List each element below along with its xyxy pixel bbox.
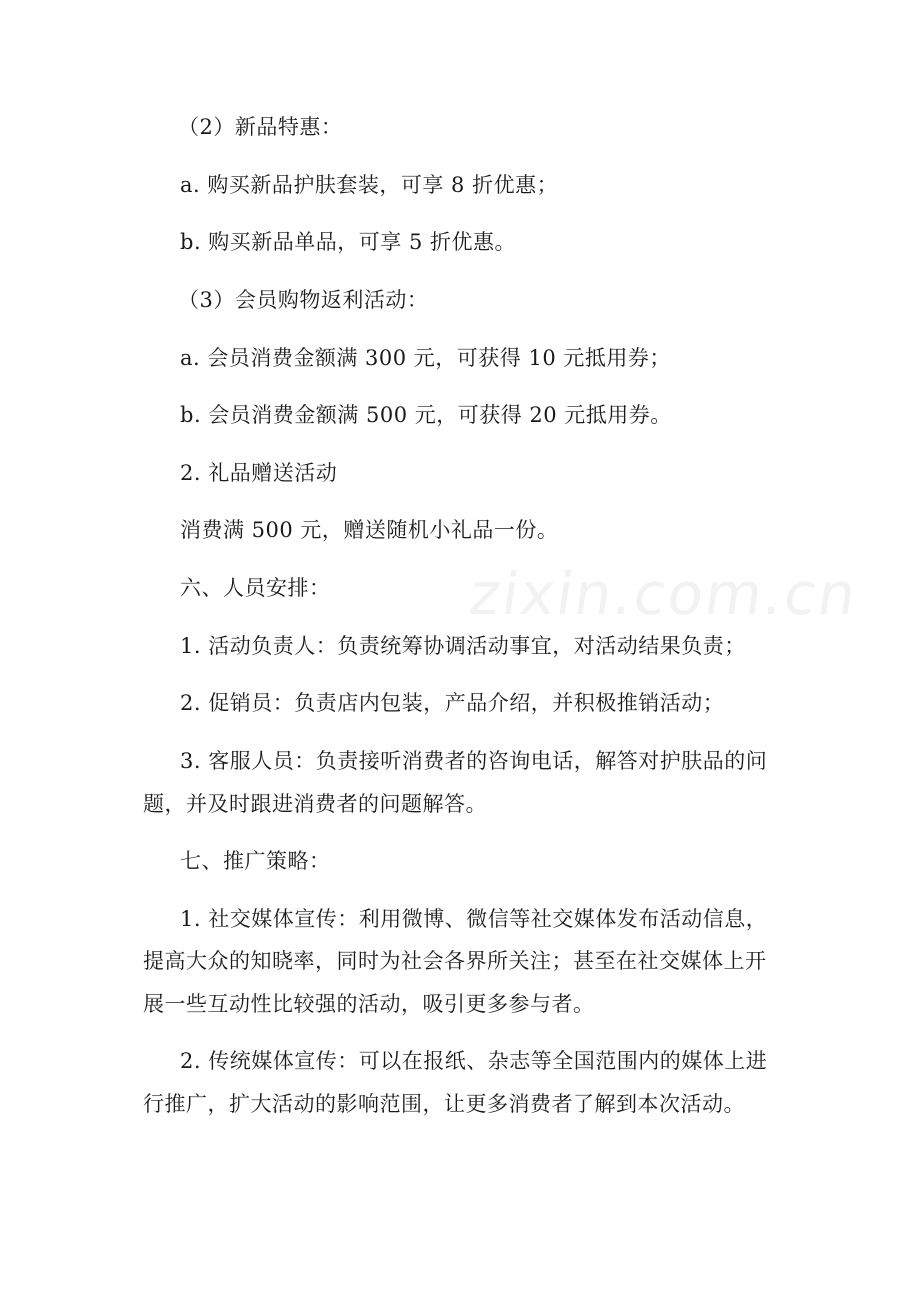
watermark: zixin.com.cn [465,560,862,628]
paragraph-social-media-line1: 1. 社交媒体宣传：利用微博、微信等社交媒体发布活动信息， [180,907,768,931]
section-heading-staffing: 六、人员安排： [180,576,331,600]
paragraph-gift-activity-heading: 2. 礼品赠送活动 [180,461,338,485]
paragraph-staff-service-line2: 题，并及时跟进消费者的问题解答。 [143,792,487,816]
section-heading-promotion: 七、推广策略： [180,849,331,873]
paragraph-staff-promoter: 2. 促销员：负责店内包装，产品介绍，并积极推销活动； [180,691,725,715]
paragraph-traditional-media-line2: 行推广，扩大活动的影响范围，让更多消费者了解到本次活动。 [143,1092,745,1116]
paragraph-new-product-single-discount: b. 购买新品单品，可享 5 折优惠。 [180,230,517,254]
paragraph-new-product-offer-heading: （2）新品特惠： [178,115,343,139]
paragraph-member-rebate-500: b. 会员消费金额满 500 元，可获得 20 元抵用券。 [180,403,672,427]
paragraph-staff-lead: 1. 活动负责人：负责统筹协调活动事宜，对活动结果负责； [180,634,746,658]
paragraph-gift-activity-detail: 消费满 500 元，赠送随机小礼品一份。 [180,518,559,542]
paragraph-traditional-media-line1: 2. 传统媒体宣传：可以在报纸、杂志等全国范围内的媒体上进 [180,1049,768,1073]
paragraph-new-product-set-discount: a. 购买新品护肤套装，可享 8 折优惠； [180,173,559,197]
paragraph-social-media-line2: 提高大众的知晓率，同时为社会各界所关注；甚至在社交媒体上开 [143,949,767,973]
paragraph-member-rebate-heading: （3）会员购物返利活动： [178,288,429,312]
paragraph-staff-service-line1: 3. 客服人员：负责接听消费者的咨询电话，解答对护肤品的问 [180,749,768,773]
paragraph-social-media-line3: 展一些互动性比较强的活动，吸引更多参与者。 [143,992,595,1016]
paragraph-member-rebate-300: a. 会员消费金额满 300 元，可获得 10 元抵用券； [180,346,671,370]
